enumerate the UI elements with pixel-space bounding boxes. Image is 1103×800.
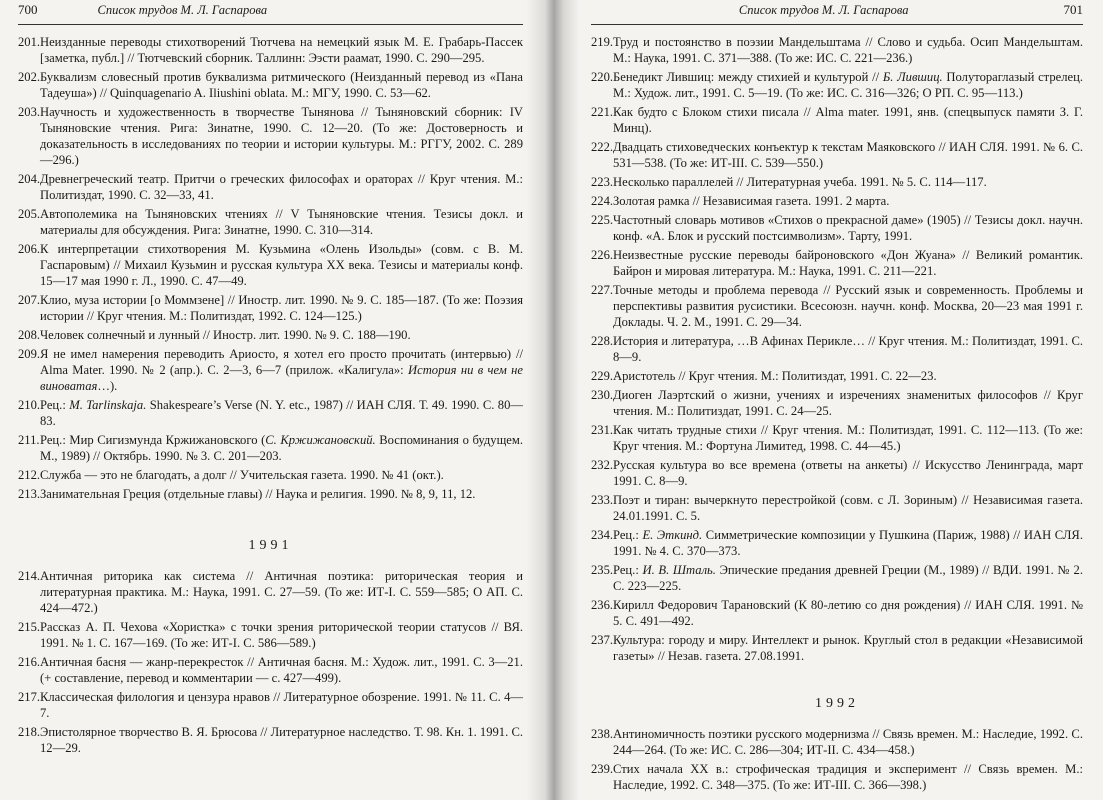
bib-entry [591,761,1083,793]
entry-number: 237. [591,633,614,647]
left-running-title: Список трудов М. Л. Гаспарова [97,3,268,17]
entry-number: 234. [591,528,614,542]
entry-text: Стих начала XX в.: строфическая традиция и эксперимент // Связь времен. М.: Наследие, 1992. С. 348—375. (То же: ИТ-III. С. 366—398.) [613,762,1083,792]
bib-entry [591,368,1083,384]
entry-text: Аристотель // Круг чтения. М.: Политиздат, 1991. С. 22—23. [613,369,937,383]
entry-text: Культура: городу и миру. Интеллект и рынок. Круглый стол в редакции «Независимой газеты» // Незав. газета. 27.08.1991. [613,633,1083,663]
bib-entry [18,69,523,101]
entry-italic-author: И. В. Шталь. [642,563,716,577]
bib-entry [18,292,523,324]
entry-text: Человек солнечный и лунный // Иностр. лит. 1990. № 9. С. 188—190. [40,328,411,342]
entry-prefix: Бенедикт Лившиц: между стихией и культурой // [613,70,883,84]
entry-number: 211. [18,433,40,447]
entry-text: Частотный словарь мотивов «Стихов о прекрасной даме» (1905) // Тезисы докл. научн. конф. «А. Блок и русский постсимволизм». Тарту, 1991. [613,213,1083,243]
entry-text: Русская культура во все времена (ответы на анкеты) // Искусство Ленинграда, март 1991. С. 8—9. [613,458,1083,488]
entry-number: 207. [18,293,41,307]
bib-entry [591,247,1083,279]
bib-entry [18,486,523,502]
bib-entry [18,619,523,651]
entry-number: 222. [591,140,614,154]
entry-text: Неизвестные русские переводы байроновского «Дон Жуана» // Великий романтик. Байрон и мировая литература. М.: Наука, 1991. С. 211—221. [613,248,1083,278]
right-page-number: 701 [1063,2,1083,17]
right-entries-list [591,34,1083,793]
entry-number: 224. [591,194,614,208]
entry-number: 206. [18,242,41,256]
bib-entry [591,562,1083,594]
bib-entry [591,527,1083,559]
year-heading: 1991 [248,538,293,553]
bib-entry [591,104,1083,136]
entry-number: 230. [591,388,614,402]
entry-number: 229. [591,369,614,383]
left-page-number: 700 [18,2,38,17]
entry-text: Неизданные переводы стихотворений Тютчева на немецкий язык М. Е. Грабарь-Пассек [заметка, публ.] // Тютчевский сборник. Таллинн: Ээсти раамат, 1990. С. 290—295. [40,35,523,65]
bib-entry [591,282,1083,330]
entry-number: 202. [18,70,41,84]
entry-number: 239. [591,762,614,776]
entry-text: Античная риторика как система // Античная поэтика: риторическая теория и литературная практика. М.: Наука, 1991. С. 27—59. (То же: ИТ-I. С. 559—585; О АП. С. 424—472.) [40,569,523,615]
bib-entry [591,597,1083,629]
bib-entry [591,632,1083,664]
bib-entry [591,34,1083,66]
entry-text: Эпистолярное творчество В. Я. Брюсова // Литературное наследство. Т. 98. Кн. 1. 1991. С. 12—29. [40,725,523,755]
bib-entry [18,34,523,66]
left-entries-list [18,34,523,756]
entry-number: 223. [591,175,614,189]
right-page [541,0,1103,800]
left-page [0,0,541,800]
entry-prefix: Рец.: Мир Сигизмунда Кржижановского ( [40,433,266,447]
bib-entry [591,212,1083,244]
entry-text: Несколько параллелей // Литературная учеба. 1991. № 5. С. 114—117. [613,175,987,189]
bib-entry [591,193,1083,209]
entry-text: Двадцать стиховедческих конъектур к текстам Маяковского // ИАН СЛЯ. 1991. № 6. С. 531—538. (То же: ИТ-III. С. 539—550.) [613,140,1083,170]
bib-entry [591,69,1083,101]
entry-prefix: Рец.: [613,528,643,542]
entry-number: 225. [591,213,614,227]
bib-entry [18,206,523,238]
right-header-rule [591,24,1083,25]
entry-number: 238. [591,727,614,741]
entry-text: Служба — это не благодать, а долг // Учительская газета. 1990. № 41 (окт.). [40,468,444,482]
entry-prefix: Рец.: [40,398,70,412]
entry-number: 217. [18,690,41,704]
entry-number: 232. [591,458,614,472]
year-heading: 1992 [815,696,859,711]
bib-entry [18,397,523,429]
entry-text: Классическая филология и цензура нравов // Литературное обозрение. 1991. № 11. С. 4—7. [40,690,523,720]
entry-number: 235. [591,563,614,577]
bib-entry [18,327,523,343]
entry-text: Как читать трудные стихи // Круг чтения. М.: Политиздат, 1991. С. 112—113. (То же: Круг чтения. М.: Фортуна Лимитед, 1998. С. 44—45.) [613,423,1083,453]
left-header-rule [18,24,523,25]
entry-text: Диоген Лаэртский о жизни, учениях и изречениях знаменитых философов // Круг чтения. М.: Политиздат, 1991. С. 24—25. [613,388,1083,418]
entry-italic-author: Б. Лившиц. [882,70,943,84]
entry-text-tail: …). [97,379,118,393]
entry-text: Эпические предания древней Греции (М., 1989) // ВДИ. 1991. № 2. С. 223—225. [613,563,1084,593]
entry-number: 233. [591,493,614,507]
entry-number: 203. [18,105,41,119]
entry-text: Автополемика на Тыняновских чтениях // V Тыняновские чтения. Тезисы докл. и материалы для обсуждения. Рига: Зинатне, 1990. С. 310—314. [40,207,523,237]
entry-number: 215. [18,620,41,634]
right-running-title: Список трудов М. Л. Гаспарова [738,3,909,17]
entry-text: Занимательная Греция (отдельные главы) // Наука и религия. 1990. № 8, 9, 11, 12. [40,487,476,501]
entry-number: 216. [18,655,41,669]
entry-number: 221. [591,105,614,119]
entry-text: Золотая рамка // Независимая газета. 1991. 2 марта. [613,194,890,208]
entry-number: 201. [18,35,41,49]
entry-text: История и литература, …В Афинах Перикле… // Круг чтения. М.: Политиздат, 1991. С. 8—9. [613,334,1083,364]
entry-italic-author: Е. Эткинд. [642,528,703,542]
bib-entry [591,174,1083,190]
entry-number: 228. [591,334,614,348]
entry-text: Как будто с Блоком стихи писала // Alma mater. 1991, янв. (спецвыпуск памяти З. Г. Минц). [613,105,1083,135]
bib-entry [18,467,523,483]
entry-text: Рассказ А. П. Чехова «Хористка» с точки зрения риторической теории статусов // ВЯ. 1991. № 1. С. 167—169. (То же: ИТ-I. С. 586—589.) [40,620,523,650]
entry-number: 219. [591,35,614,49]
entry-number: 236. [591,598,614,612]
entry-text: Shakespeare’s Verse (N. Y. etc., 1987) // ИАН СЛЯ. Т. 49. 1990. С. 80—83. [40,398,523,428]
entry-text: Я не имел намерения переводить Ариосто, я хотел его просто прочитать (интервью) // Alma Mater. 1990. № 2 (апр.). С. 2—3, 6—7 (прилож. «Калигула»: [40,347,523,377]
entry-text: Кирилл Федорович Тарановский (К 80-летию со дня рождения) // ИАН СЛЯ. 1991. № 5. С. 491—492. [613,598,1083,628]
entry-number: 212. [18,468,41,482]
bib-entry [18,724,523,756]
entry-text: Воспоминания о будущем. М., 1989) // Октябрь. 1990. № 3. С. 201—203. [40,433,523,463]
bib-entry [591,726,1083,758]
entry-italic-author: M. Tarlinskaja. [69,398,147,412]
bib-entry [591,387,1083,419]
entry-text: Античная басня — жанр-перекресток // Античная басня. М.: Худож. лит., 1991. С. 3—21. (+ составление, перевод и комментарии — с. 427—499). [40,655,523,685]
entry-number: 210. [18,398,41,412]
bib-entry [18,568,523,616]
entry-number: 214. [18,569,41,583]
entry-text: Поэт и тиран: вычеркнуто перестройкой (совм. с Л. Зориным) // Независимая газета. 24.01.1991. С. 5. [613,493,1083,523]
entry-text: Труд и постоянство в поэзии Мандельштама // Слово и судьба. Осип Мандельштам. М.: Наука, 1991. С. 371—388. (То же: ИС. С. 221—236.) [613,35,1083,65]
entry-text: К интерпретации стихотворения М. Кузьмина «Олень Изольды» (совм. с В. М. Гаспаровым) // Михаил Кузьмин и русская культура XX века. Тезисы и материалы конф. 15—17 мая 1990 г. Л., 1990. С. 47—49. [40,242,523,288]
entry-text: Полутораглазый стрелец. М.: Худож. лит., 1991. С. 5—19. (То же: ИС. С. 316—326; О РП. С. 95—113.) [613,70,1083,100]
entry-number: 209. [18,347,41,361]
bib-entry [591,333,1083,365]
entry-number: 231. [591,423,614,437]
entry-number: 226. [591,248,614,262]
entry-italic-title: История ни в чем не виноватая [40,363,523,393]
entry-text: Древнегреческий театр. Притчи о греческих философах и ораторах // Круг чтения. М.: Политиздат, 1990. С. 32—33, 41. [40,172,523,202]
bib-entry [591,492,1083,524]
entry-number: 205. [18,207,41,221]
bib-entry [18,241,523,289]
entry-number: 208. [18,328,41,342]
entry-number: 204. [18,172,41,186]
entry-number: 218. [18,725,41,739]
entry-number: 227. [591,283,614,297]
bib-entry [591,457,1083,489]
entry-text: Точные методы и проблема перевода // Русский язык и современность. Проблемы и перспективы развития русистики. Всесоюзн. научн. конф. Москва, 20—23 мая 1991 г. Доклады. Ч. 2. М., 1991. С. 29—34. [613,283,1083,329]
entry-text: Антиномичность поэтики русского модернизма // Связь времен. М.: Наследие, 1992. С. 244—264. (То же: ИС. С. 286—304; ИТ-II. С. 434—458.) [613,727,1083,757]
bib-entry [18,104,523,168]
entry-number: 220. [591,70,614,84]
right-running-head [591,2,1083,22]
entry-prefix: Рец.: [613,563,643,577]
entry-number: 213. [18,487,41,501]
entry-text: Научность и художественность в творчестве Тынянова // Тыняновский сборник: IV Тыняновские чтения. Рига: Зинатне, 1990. С. 12—20. (То же: Достоверность и доказательность в исследованиях по теории и истории культуры. М.: РГГУ, 2002. С. 289—296.) [40,105,523,167]
bib-entry [591,422,1083,454]
entry-text: Симметрические композиции у Пушкина (Париж, 1988) // ИАН СЛЯ. 1991. № 4. С. 370—373. [613,528,1083,558]
bib-entry [18,432,523,464]
bib-entry [18,689,523,721]
entry-italic-author: С. Кржижановский. [265,433,376,447]
bib-entry [591,139,1083,171]
left-running-head [18,2,523,22]
bib-entry [18,346,523,394]
bib-entry [18,171,523,203]
entry-text: Клио, муза истории [о Моммзене] // Иностр. лит. 1990. № 9. С. 185—187. (То же: Поэзия истории // Круг чтения. М.: Политиздат, 1992. С. 124—125.) [40,293,523,323]
bib-entry [18,654,523,686]
entry-text: Буквализм словесный против буквализма ритмического (Неизданный перевод из «Пана Тадеуша») // Quinquagenario A. Iliushini oblata. М.: МГУ, 1990. С. 53—62. [40,70,523,100]
